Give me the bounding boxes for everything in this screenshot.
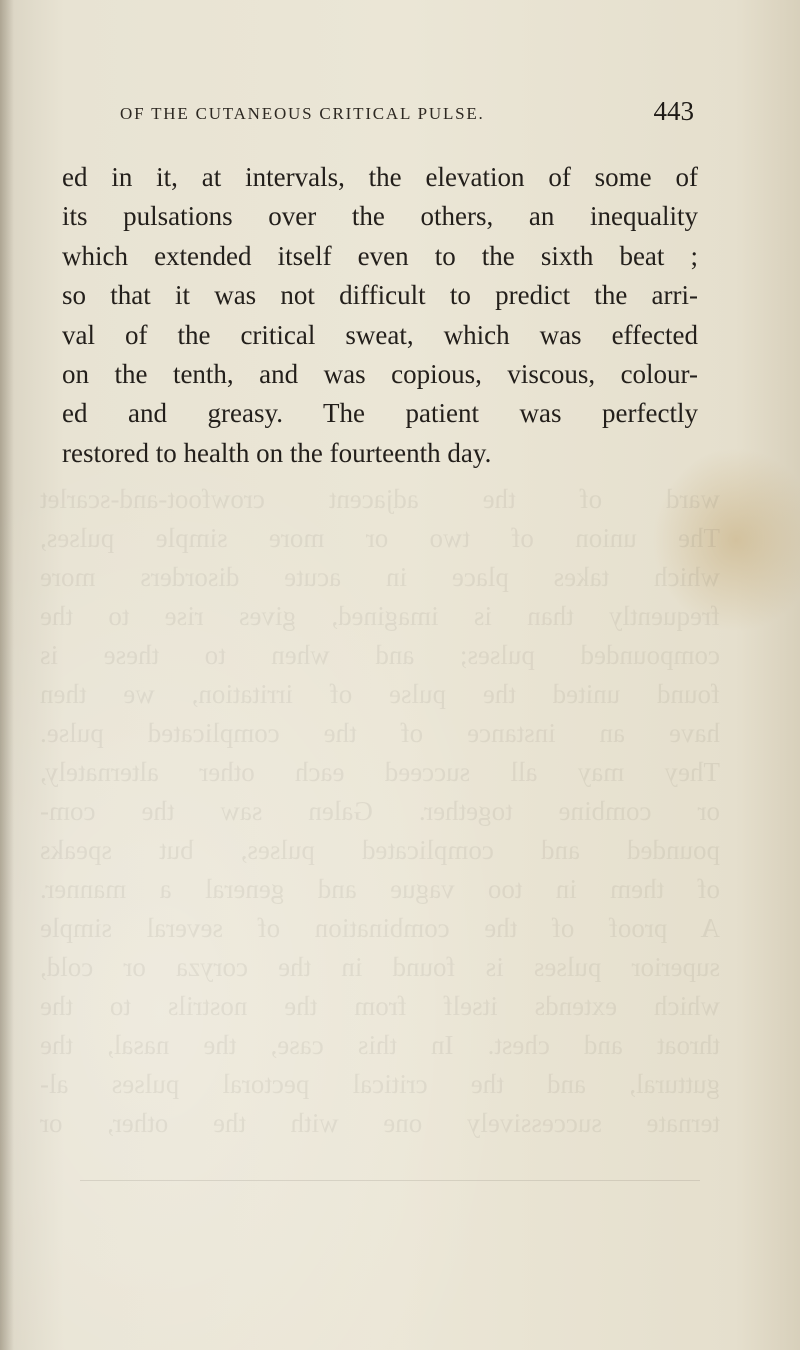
show-through-rule: [80, 1180, 700, 1181]
page-number: 443: [653, 96, 694, 126]
binding-shadow: [0, 0, 14, 1350]
text-line: its pulsations over the others, an inequality: [62, 201, 698, 232]
text-line: which extended itself even to the sixth beat ;: [62, 240, 698, 271]
text-line: on the tenth, and was copious, viscous, colour-: [62, 359, 698, 390]
text-line: val of the critical sweat, which was effected: [62, 319, 698, 350]
text-line: so that it was not difficult to predict the arri-: [62, 280, 698, 311]
page-header: [120, 98, 700, 128]
text-line: restored to health on the fourteenth day.: [62, 437, 492, 468]
running-head: OF THE CUTANEOUS CRITICAL PULSE.: [120, 104, 485, 123]
text-line: ed in it, at intervals, the elevation of some of: [62, 162, 698, 192]
show-through-text: ward of the adjacent crowfoot-and-scarlet The union of two or more simple pulses, which takes place in acute disorders more frequently than is imagined, gives rise to the compounded pulses; and when to these is found united the pulse of irritation, we then have an instance of the complicated pulse. They may all succeed each other alternately, or combine together. Galen saw the com- pounded and complicated pulses, but speaks of them in too vague and general a manner. A proof of the combination of several simple superior pulses is found in the coryza or cold, which extends itself from the nostrils to the throat and chest. In this case, the nasal, the guttural, and the critical pectoral pulses al- ternate successively one with the other, or: [40, 484, 720, 1138]
body-text: [62, 158, 698, 473]
text-line: ed and greasy. The patient was perfectly: [62, 398, 698, 429]
